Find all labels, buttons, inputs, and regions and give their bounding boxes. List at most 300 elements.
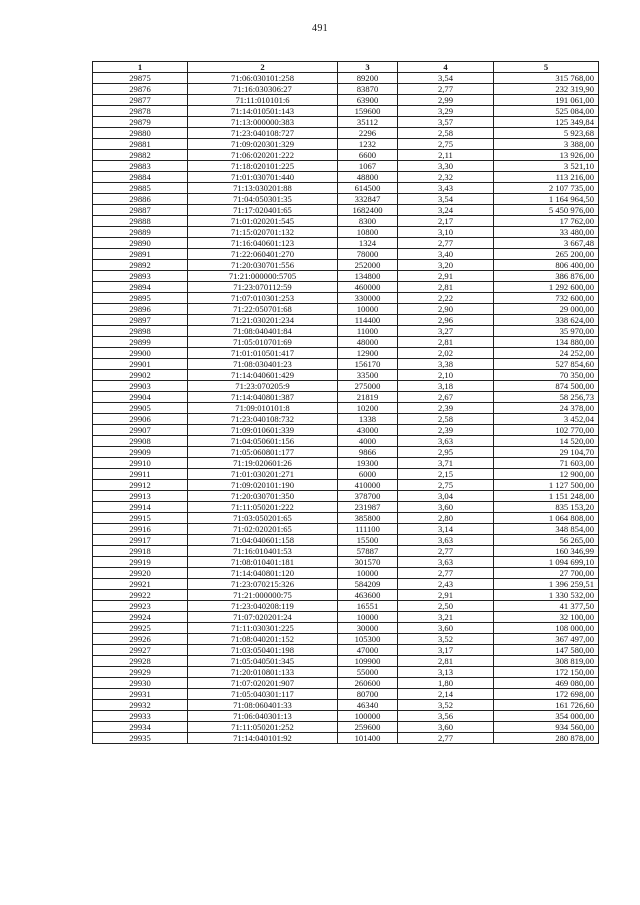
area-cell: 11000	[338, 326, 398, 337]
rate-cell: 3,52	[398, 700, 494, 711]
row-number-cell: 29926	[93, 634, 188, 645]
row-number-cell: 29878	[93, 106, 188, 117]
value-cell: 113 216,00	[494, 172, 599, 183]
value-cell: 2 107 735,00	[494, 183, 599, 194]
area-cell: 301570	[338, 557, 398, 568]
value-cell: 29 104,70	[494, 447, 599, 458]
row-number-cell: 29879	[93, 117, 188, 128]
rate-cell: 3,13	[398, 667, 494, 678]
rate-cell: 2,95	[398, 447, 494, 458]
value-cell: 1 330 532,00	[494, 590, 599, 601]
area-cell: 10200	[338, 403, 398, 414]
cadastral-number-cell: 71:20:030701:556	[188, 260, 338, 271]
table-row	[93, 722, 599, 733]
area-cell: 2296	[338, 128, 398, 139]
value-cell: 172 698,00	[494, 689, 599, 700]
value-cell: 348 854,00	[494, 524, 599, 535]
table-row	[93, 315, 599, 326]
value-cell: 58 256,73	[494, 392, 599, 403]
rate-cell: 3,60	[398, 502, 494, 513]
row-number-cell: 29934	[93, 722, 188, 733]
table-row	[93, 381, 599, 392]
row-number-cell: 29898	[93, 326, 188, 337]
cadastral-number-cell: 71:23:070205:9	[188, 381, 338, 392]
table-row	[93, 205, 599, 216]
row-number-cell: 29911	[93, 469, 188, 480]
table-row	[93, 293, 599, 304]
cadastral-number-cell: 71:04:040601:158	[188, 535, 338, 546]
cadastral-number-cell: 71:01:030201:271	[188, 469, 338, 480]
cadastral-number-cell: 71:17:020401:65	[188, 205, 338, 216]
table-row	[93, 689, 599, 700]
area-cell: 48000	[338, 337, 398, 348]
row-number-cell: 29890	[93, 238, 188, 249]
rate-cell: 1,80	[398, 678, 494, 689]
row-number-cell: 29875	[93, 73, 188, 84]
value-cell: 1 064 808,00	[494, 513, 599, 524]
table-row	[93, 117, 599, 128]
cadastral-number-cell: 71:01:010501:417	[188, 348, 338, 359]
value-cell: 35 970,00	[494, 326, 599, 337]
row-number-cell: 29886	[93, 194, 188, 205]
area-cell: 10000	[338, 568, 398, 579]
cadastral-number-cell: 71:09:020101:190	[188, 480, 338, 491]
row-number-cell: 29892	[93, 260, 188, 271]
table-row	[93, 106, 599, 117]
area-cell: 584209	[338, 579, 398, 590]
value-cell: 102 770,00	[494, 425, 599, 436]
cadastral-number-cell: 71:20:030701:350	[188, 491, 338, 502]
table-row	[93, 216, 599, 227]
value-cell: 338 624,00	[494, 315, 599, 326]
area-cell: 463600	[338, 590, 398, 601]
value-cell: 3 452,04	[494, 414, 599, 425]
cadastral-number-cell: 71:23:070112:59	[188, 282, 338, 293]
cadastral-value-table	[92, 61, 599, 744]
area-cell: 259600	[338, 722, 398, 733]
value-cell: 172 150,00	[494, 667, 599, 678]
row-number-cell: 29903	[93, 381, 188, 392]
rate-cell: 2,99	[398, 95, 494, 106]
area-cell: 83870	[338, 84, 398, 95]
row-number-cell: 29885	[93, 183, 188, 194]
table-row	[93, 590, 599, 601]
value-cell: 367 497,00	[494, 634, 599, 645]
rate-cell: 2,96	[398, 315, 494, 326]
cadastral-number-cell: 71:08:030401:23	[188, 359, 338, 370]
value-cell: 24 252,00	[494, 348, 599, 359]
value-cell: 12 900,00	[494, 469, 599, 480]
table-row	[93, 304, 599, 315]
row-number-cell: 29913	[93, 491, 188, 502]
rate-cell: 3,43	[398, 183, 494, 194]
rate-cell: 2,39	[398, 425, 494, 436]
cadastral-number-cell: 71:14:040101:92	[188, 733, 338, 744]
table-row	[93, 634, 599, 645]
cadastral-number-cell: 71:05:010701:69	[188, 337, 338, 348]
row-number-cell: 29888	[93, 216, 188, 227]
table-row	[93, 271, 599, 282]
area-cell: 43000	[338, 425, 398, 436]
rate-cell: 2,58	[398, 414, 494, 425]
area-cell: 460000	[338, 282, 398, 293]
cadastral-number-cell: 71:14:010501:143	[188, 106, 338, 117]
cadastral-number-cell: 71:09:010101:8	[188, 403, 338, 414]
area-cell: 8300	[338, 216, 398, 227]
area-cell: 378700	[338, 491, 398, 502]
cadastral-number-cell: 71:23:070215:326	[188, 579, 338, 590]
rate-cell: 2,75	[398, 480, 494, 491]
value-cell: 525 084,00	[494, 106, 599, 117]
area-cell: 332847	[338, 194, 398, 205]
row-number-cell: 29897	[93, 315, 188, 326]
rate-cell: 3,29	[398, 106, 494, 117]
row-number-cell: 29902	[93, 370, 188, 381]
rate-cell: 2,39	[398, 403, 494, 414]
cadastral-number-cell: 71:14:040801:387	[188, 392, 338, 403]
area-cell: 15500	[338, 535, 398, 546]
table-row	[93, 370, 599, 381]
row-number-cell: 29880	[93, 128, 188, 139]
cadastral-number-cell: 71:15:020701:132	[188, 227, 338, 238]
area-cell: 12900	[338, 348, 398, 359]
row-number-cell: 29917	[93, 535, 188, 546]
row-number-cell: 29923	[93, 601, 188, 612]
table-row	[93, 645, 599, 656]
row-number-cell: 29912	[93, 480, 188, 491]
rate-cell: 3,60	[398, 722, 494, 733]
rate-cell: 3,27	[398, 326, 494, 337]
cadastral-number-cell: 71:02:020201:65	[188, 524, 338, 535]
table-row	[93, 128, 599, 139]
value-cell: 280 878,00	[494, 733, 599, 744]
rate-cell: 3,20	[398, 260, 494, 271]
cadastral-number-cell: 71:11:050201:222	[188, 502, 338, 513]
table-row	[93, 282, 599, 293]
column-header-5: 5	[494, 62, 599, 73]
row-number-cell: 29881	[93, 139, 188, 150]
value-cell: 5 923,68	[494, 128, 599, 139]
table-row	[93, 238, 599, 249]
table-row	[93, 73, 599, 84]
rate-cell: 2,91	[398, 271, 494, 282]
value-cell: 1 127 500,00	[494, 480, 599, 491]
value-cell: 1 292 600,00	[494, 282, 599, 293]
row-number-cell: 29929	[93, 667, 188, 678]
rate-cell: 2,15	[398, 469, 494, 480]
rate-cell: 2,77	[398, 238, 494, 249]
value-cell: 27 700,00	[494, 568, 599, 579]
area-cell: 10800	[338, 227, 398, 238]
row-number-cell: 29914	[93, 502, 188, 513]
value-cell: 14 520,00	[494, 436, 599, 447]
cadastral-number-cell: 71:11:010101:6	[188, 95, 338, 106]
area-cell: 134800	[338, 271, 398, 282]
row-number-cell: 29921	[93, 579, 188, 590]
rate-cell: 2,43	[398, 579, 494, 590]
cadastral-number-cell: 71:06:020201:222	[188, 150, 338, 161]
value-cell: 265 200,00	[494, 249, 599, 260]
area-cell: 30000	[338, 623, 398, 634]
area-cell: 78000	[338, 249, 398, 260]
cadastral-number-cell: 71:09:010601:339	[188, 425, 338, 436]
area-cell: 275000	[338, 381, 398, 392]
value-cell: 835 153,20	[494, 502, 599, 513]
rate-cell: 2,81	[398, 337, 494, 348]
row-number-cell: 29899	[93, 337, 188, 348]
row-number-cell: 29884	[93, 172, 188, 183]
table-row	[93, 700, 599, 711]
table-row	[93, 458, 599, 469]
rate-cell: 3,14	[398, 524, 494, 535]
value-cell: 134 880,00	[494, 337, 599, 348]
table-row	[93, 546, 599, 557]
table-row	[93, 557, 599, 568]
row-number-cell: 29882	[93, 150, 188, 161]
area-cell: 114400	[338, 315, 398, 326]
value-cell: 56 265,00	[494, 535, 599, 546]
rate-cell: 3,17	[398, 645, 494, 656]
table-row	[93, 667, 599, 678]
row-number-cell: 29883	[93, 161, 188, 172]
row-number-cell: 29919	[93, 557, 188, 568]
row-number-cell: 29893	[93, 271, 188, 282]
rate-cell: 2,77	[398, 546, 494, 557]
row-number-cell: 29915	[93, 513, 188, 524]
row-number-cell: 29924	[93, 612, 188, 623]
value-cell: 806 400,00	[494, 260, 599, 271]
table-row	[93, 733, 599, 744]
rate-cell: 2,11	[398, 150, 494, 161]
row-number-cell: 29900	[93, 348, 188, 359]
cadastral-number-cell: 71:23:040108:727	[188, 128, 338, 139]
table-row	[93, 491, 599, 502]
value-cell: 527 854,60	[494, 359, 599, 370]
value-cell: 934 560,00	[494, 722, 599, 733]
table-row	[93, 436, 599, 447]
cadastral-number-cell: 71:13:000000:383	[188, 117, 338, 128]
cadastral-number-cell: 71:08:040401:84	[188, 326, 338, 337]
header-row	[93, 62, 599, 73]
value-cell: 354 000,00	[494, 711, 599, 722]
value-cell: 3 521,10	[494, 161, 599, 172]
area-cell: 33500	[338, 370, 398, 381]
area-cell: 6600	[338, 150, 398, 161]
row-number-cell: 29907	[93, 425, 188, 436]
area-cell: 385800	[338, 513, 398, 524]
value-cell: 161 726,60	[494, 700, 599, 711]
area-cell: 410000	[338, 480, 398, 491]
rate-cell: 3,24	[398, 205, 494, 216]
value-cell: 13 926,00	[494, 150, 599, 161]
cadastral-number-cell: 71:23:040208:119	[188, 601, 338, 612]
table-row	[93, 249, 599, 260]
area-cell: 89200	[338, 73, 398, 84]
table-row	[93, 711, 599, 722]
cadastral-number-cell: 71:08:060401:33	[188, 700, 338, 711]
row-number-cell: 29895	[93, 293, 188, 304]
area-cell: 47000	[338, 645, 398, 656]
row-number-cell: 29930	[93, 678, 188, 689]
cadastral-number-cell: 71:21:000000:75	[188, 590, 338, 601]
area-cell: 16551	[338, 601, 398, 612]
table-row	[93, 601, 599, 612]
table-row	[93, 161, 599, 172]
value-cell: 1 164 964,50	[494, 194, 599, 205]
table-row	[93, 579, 599, 590]
area-cell: 1067	[338, 161, 398, 172]
cadastral-number-cell: 71:14:040601:429	[188, 370, 338, 381]
area-cell: 100000	[338, 711, 398, 722]
table-row	[93, 502, 599, 513]
rate-cell: 2,77	[398, 733, 494, 744]
rate-cell: 3,30	[398, 161, 494, 172]
row-number-cell: 29910	[93, 458, 188, 469]
row-number-cell: 29932	[93, 700, 188, 711]
rate-cell: 3,52	[398, 634, 494, 645]
cadastral-number-cell: 71:21:000000:5705	[188, 271, 338, 282]
table-row	[93, 678, 599, 689]
table-row	[93, 260, 599, 271]
row-number-cell: 29931	[93, 689, 188, 700]
column-header-4: 4	[398, 62, 494, 73]
table-row	[93, 414, 599, 425]
rate-cell: 2,32	[398, 172, 494, 183]
rate-cell: 3,18	[398, 381, 494, 392]
rate-cell: 2,17	[398, 216, 494, 227]
cadastral-number-cell: 71:09:020301:329	[188, 139, 338, 150]
rate-cell: 2,77	[398, 84, 494, 95]
value-cell: 5 450 976,00	[494, 205, 599, 216]
cadastral-number-cell: 71:16:040601:123	[188, 238, 338, 249]
table-row	[93, 392, 599, 403]
area-cell: 260600	[338, 678, 398, 689]
table-row	[93, 656, 599, 667]
cadastral-number-cell: 71:03:050201:65	[188, 513, 338, 524]
table-row	[93, 425, 599, 436]
rate-cell: 2,77	[398, 568, 494, 579]
table-row	[93, 84, 599, 95]
area-cell: 101400	[338, 733, 398, 744]
row-number-cell: 29876	[93, 84, 188, 95]
area-cell: 231987	[338, 502, 398, 513]
value-cell: 160 346,99	[494, 546, 599, 557]
value-cell: 3 667,48	[494, 238, 599, 249]
area-cell: 10000	[338, 612, 398, 623]
rate-cell: 3,63	[398, 557, 494, 568]
area-cell: 1338	[338, 414, 398, 425]
rate-cell: 2,90	[398, 304, 494, 315]
rate-cell: 3,57	[398, 117, 494, 128]
column-header-1: 1	[93, 62, 188, 73]
cadastral-number-cell: 71:08:010401:181	[188, 557, 338, 568]
cadastral-number-cell: 71:16:010401:53	[188, 546, 338, 557]
row-number-cell: 29933	[93, 711, 188, 722]
row-number-cell: 29894	[93, 282, 188, 293]
value-cell: 71 603,00	[494, 458, 599, 469]
value-cell: 232 319,90	[494, 84, 599, 95]
row-number-cell: 29904	[93, 392, 188, 403]
table-row	[93, 227, 599, 238]
row-number-cell: 29906	[93, 414, 188, 425]
row-number-cell: 29920	[93, 568, 188, 579]
value-cell: 3 388,00	[494, 139, 599, 150]
area-cell: 10000	[338, 304, 398, 315]
cadastral-number-cell: 71:05:040501:345	[188, 656, 338, 667]
value-cell: 874 500,00	[494, 381, 599, 392]
row-number-cell: 29928	[93, 656, 188, 667]
row-number-cell: 29916	[93, 524, 188, 535]
row-number-cell: 29908	[93, 436, 188, 447]
table-row	[93, 513, 599, 524]
area-cell: 109900	[338, 656, 398, 667]
table-row	[93, 469, 599, 480]
cadastral-number-cell: 71:18:020101:225	[188, 161, 338, 172]
area-cell: 111100	[338, 524, 398, 535]
value-cell: 732 600,00	[494, 293, 599, 304]
value-cell: 386 876,00	[494, 271, 599, 282]
table-row	[93, 194, 599, 205]
table-row	[93, 139, 599, 150]
area-cell: 159600	[338, 106, 398, 117]
row-number-cell: 29896	[93, 304, 188, 315]
table-row	[93, 535, 599, 546]
area-cell: 1232	[338, 139, 398, 150]
cadastral-number-cell: 71:08:040201:152	[188, 634, 338, 645]
value-cell: 1 151 248,00	[494, 491, 599, 502]
rate-cell: 2,81	[398, 282, 494, 293]
area-cell: 55000	[338, 667, 398, 678]
table-body	[93, 73, 599, 744]
cadastral-number-cell: 71:03:050401:198	[188, 645, 338, 656]
rate-cell: 2,10	[398, 370, 494, 381]
table-row	[93, 359, 599, 370]
area-cell: 4000	[338, 436, 398, 447]
cadastral-number-cell: 71:13:030201:88	[188, 183, 338, 194]
row-number-cell: 29887	[93, 205, 188, 216]
column-header-2: 2	[188, 62, 338, 73]
rate-cell: 3,71	[398, 458, 494, 469]
row-number-cell: 29909	[93, 447, 188, 458]
row-number-cell: 29891	[93, 249, 188, 260]
rate-cell: 2,75	[398, 139, 494, 150]
cadastral-number-cell: 71:14:040801:120	[188, 568, 338, 579]
value-cell: 315 768,00	[494, 73, 599, 84]
row-number-cell: 29925	[93, 623, 188, 634]
row-number-cell: 29922	[93, 590, 188, 601]
value-cell: 29 000,00	[494, 304, 599, 315]
value-cell: 191 061,00	[494, 95, 599, 106]
area-cell: 252000	[338, 260, 398, 271]
cadastral-number-cell: 71:16:030306:27	[188, 84, 338, 95]
rate-cell: 3,21	[398, 612, 494, 623]
row-number-cell: 29935	[93, 733, 188, 744]
rate-cell: 3,63	[398, 436, 494, 447]
cadastral-number-cell: 71:21:030201:234	[188, 315, 338, 326]
rate-cell: 2,50	[398, 601, 494, 612]
rate-cell: 2,22	[398, 293, 494, 304]
cadastral-number-cell: 71:11:050201:252	[188, 722, 338, 733]
cadastral-number-cell: 71:11:030301:225	[188, 623, 338, 634]
value-cell: 125 349,84	[494, 117, 599, 128]
area-cell: 80700	[338, 689, 398, 700]
rate-cell: 2,67	[398, 392, 494, 403]
rate-cell: 2,02	[398, 348, 494, 359]
rate-cell: 2,80	[398, 513, 494, 524]
rate-cell: 3,10	[398, 227, 494, 238]
cadastral-number-cell: 71:04:050601:156	[188, 436, 338, 447]
table-row	[93, 95, 599, 106]
